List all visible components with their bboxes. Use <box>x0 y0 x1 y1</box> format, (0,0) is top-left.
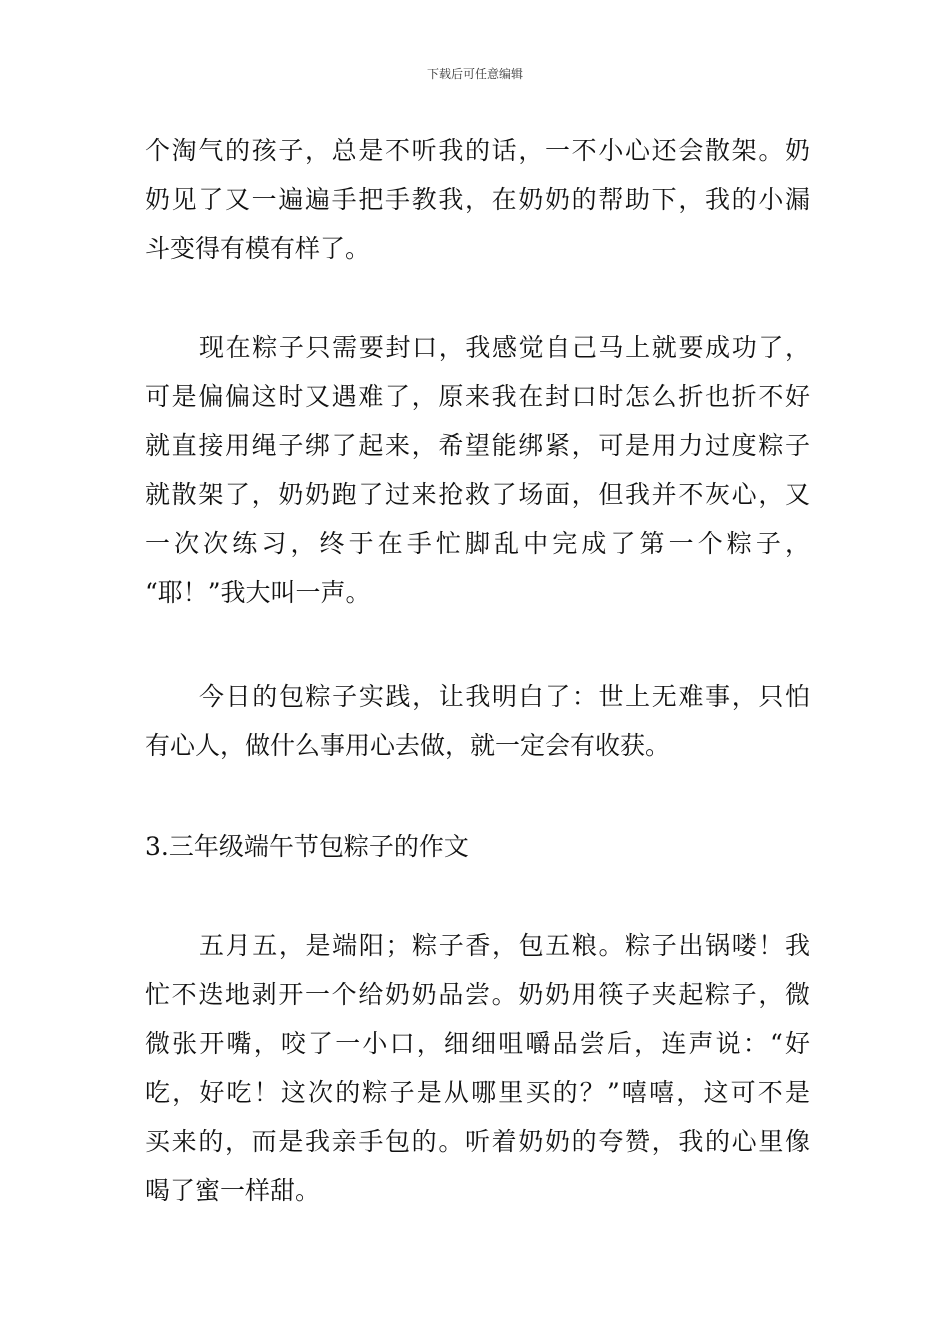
paragraph-3 <box>145 672 810 770</box>
paragraph-line: 五月五，是端阳；粽子香，包五粮。粽子出锅喽！我 <box>199 931 810 960</box>
paragraph-line: 斗变得有模有样了。 <box>145 234 371 263</box>
paragraph-2 <box>145 323 810 617</box>
paragraph-4 <box>145 921 810 1215</box>
paragraph-1 <box>145 126 810 273</box>
paragraph-line: “耶！”我大叫一声。 <box>145 578 371 607</box>
paragraph-line: 有心人，做什么事用心去做，就一定会有收获。 <box>145 731 671 760</box>
paragraph-line: 买来的，而是我亲手包的。听着奶奶的夸赞，我的心里像 <box>145 1127 810 1156</box>
paragraph-line: 可是偏偏这时又遇难了，原来我在封口时怎么折也折不好 <box>145 382 810 411</box>
paragraph-line: 就散架了，奶奶跑了过来抢救了场面，但我并不灰心，又 <box>145 480 810 509</box>
paragraph-line: 微张开嘴，咬了一小口，细细咀嚼品尝后，连声说：“好 <box>145 1029 810 1058</box>
paragraph-line: 就直接用绳子绑了起来，希望能绑紧，可是用力过度粽子 <box>145 431 810 460</box>
paragraph-line: 今日的包粽子实践，让我明白了：世上无难事，只怕 <box>199 682 810 711</box>
paragraph-line: 喝了蜜一样甜。 <box>145 1176 321 1205</box>
paragraph-line: 忙不迭地剥开一个给奶奶品尝。奶奶用筷子夹起粽子，微 <box>145 980 810 1009</box>
section-heading: 3.三年级端午节包粽子的作文 <box>145 832 469 861</box>
paragraph-line: 现在粽子只需要封口，我感觉自己马上就要成功了， <box>199 333 810 362</box>
paragraph-line: 一次次练习，终于在手忙脚乱中完成了第一个粽子， <box>145 529 810 558</box>
paragraph-line: 奶见了又一遍遍手把手教我，在奶奶的帮助下，我的小漏 <box>145 185 810 214</box>
page-header-note: 下载后可任意编辑 <box>426 67 523 81</box>
paragraph-line: 吃，好吃！这次的粽子是从哪里买的？”嘻嘻，这可不是 <box>145 1078 810 1107</box>
paragraph-line: 个淘气的孩子，总是不听我的话，一不小心还会散架。奶 <box>145 136 810 165</box>
